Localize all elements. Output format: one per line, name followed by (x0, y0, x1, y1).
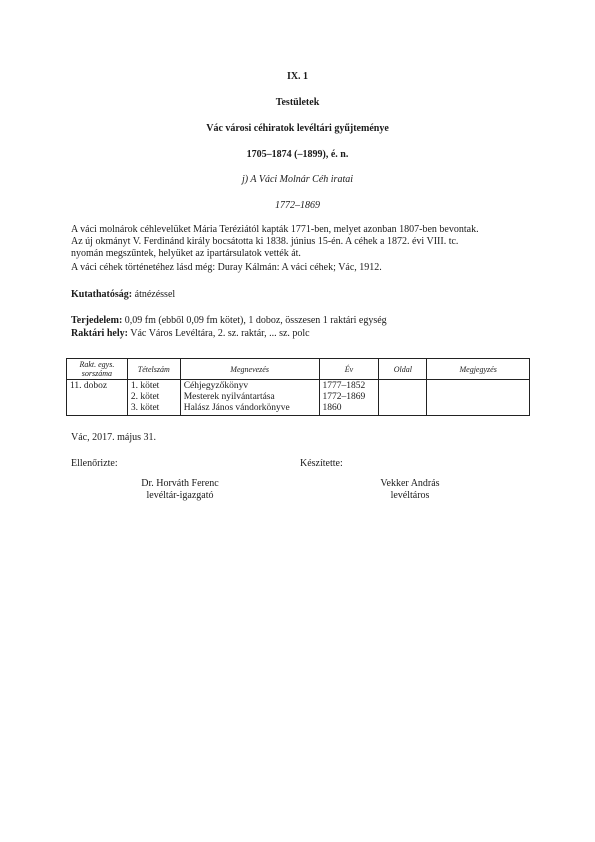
storage-label: Raktári hely: (71, 328, 128, 339)
item-2-tetel: 2. kötet (130, 392, 160, 402)
date-range: 1705–1874 (–1899), é. n. (246, 149, 349, 160)
header-rakt-line1: Rakt. egys. (79, 360, 115, 369)
cell-megjegyzes (427, 380, 530, 416)
research-label: Kutathatóság: (71, 289, 133, 300)
header-oldal: Oldal (379, 359, 427, 380)
place-date: Vác, 2017. május 31. (71, 432, 156, 443)
header-tetelszam: Tételszám (127, 359, 180, 380)
header-megnevezes: Megnevezés (180, 359, 319, 380)
header-ev: Év (319, 359, 379, 380)
research-accessibility (71, 289, 175, 301)
checker-name: Dr. Horváth Ferenc (141, 478, 219, 489)
description-line-1: A váci molnárok céhlevelüket Mária Teréziától kapták 1771-ben, melyet azonban 1807-ben bevontak. (71, 224, 479, 235)
header-rakt-line2: sorszáma (81, 369, 113, 378)
fonds-category: Testületek (275, 97, 320, 108)
preparer-title: levéltáros (390, 490, 430, 501)
description-line-4: A váci céhek történetéhez lásd még: Duray Kálmán: A váci céhek; Vác, 1912. (71, 262, 382, 273)
storage-location (71, 328, 310, 340)
collection-title: Vác városi céhiratok levéltári gyűjteménye (206, 123, 389, 134)
item-3-nev: Halász János vándorkönyve (183, 403, 290, 413)
item-3-ev: 1860 (322, 403, 342, 413)
document-number: IX. 1 (286, 71, 309, 82)
item-1-ev: 1777–1852 (322, 381, 366, 391)
checked-label: Ellenőrizte: (71, 458, 118, 469)
item-1-nev: Céhjegyzőkönyv (183, 381, 249, 391)
header-megjegyzes: Megjegyzés (427, 359, 530, 380)
extent-value: 0,09 fm (ebből 0,09 fm kötet), 1 doboz, összesen 1 raktári egység (122, 315, 387, 326)
description-line-2: Az új okmányt V. Ferdinánd király bocsátotta ki 1838. június 15-én. A céhek a 1872. évi VIII. tc. (71, 236, 459, 247)
preparer-name: Vekker András (380, 478, 440, 489)
extent (71, 315, 387, 327)
item-2-nev: Mesterek nyilvántartása (183, 392, 275, 402)
table-header-row (67, 359, 530, 380)
subseries-title: j) A Váci Molnár Céh iratai (241, 174, 353, 185)
inventory-table (66, 358, 530, 416)
item-3-tetel: 3. kötet (130, 403, 160, 413)
prepared-label: Készítette: (300, 458, 343, 469)
header-rakt (67, 359, 128, 380)
cell-rakt: 11. doboz (67, 380, 128, 416)
cell-ev (319, 380, 379, 416)
cell-oldal (379, 380, 427, 416)
extent-label: Terjedelem: (71, 315, 123, 326)
subseries-dates: 1772–1869 (275, 200, 320, 211)
description-line-3: nyomán megszűntek, helyüket az ipartársulatok vették át. (71, 248, 301, 259)
table-row (67, 380, 530, 416)
cell-tetelszam (127, 380, 180, 416)
checker-title: levéltár-igazgató (146, 490, 214, 501)
research-value: átnézéssel (132, 289, 176, 300)
cell-megnevezes (180, 380, 319, 416)
storage-value: Vác Város Levéltára, 2. sz. raktár, ... sz. polc (127, 328, 310, 339)
item-1-tetel: 1. kötet (130, 381, 160, 391)
item-2-ev: 1772–1869 (322, 392, 366, 402)
